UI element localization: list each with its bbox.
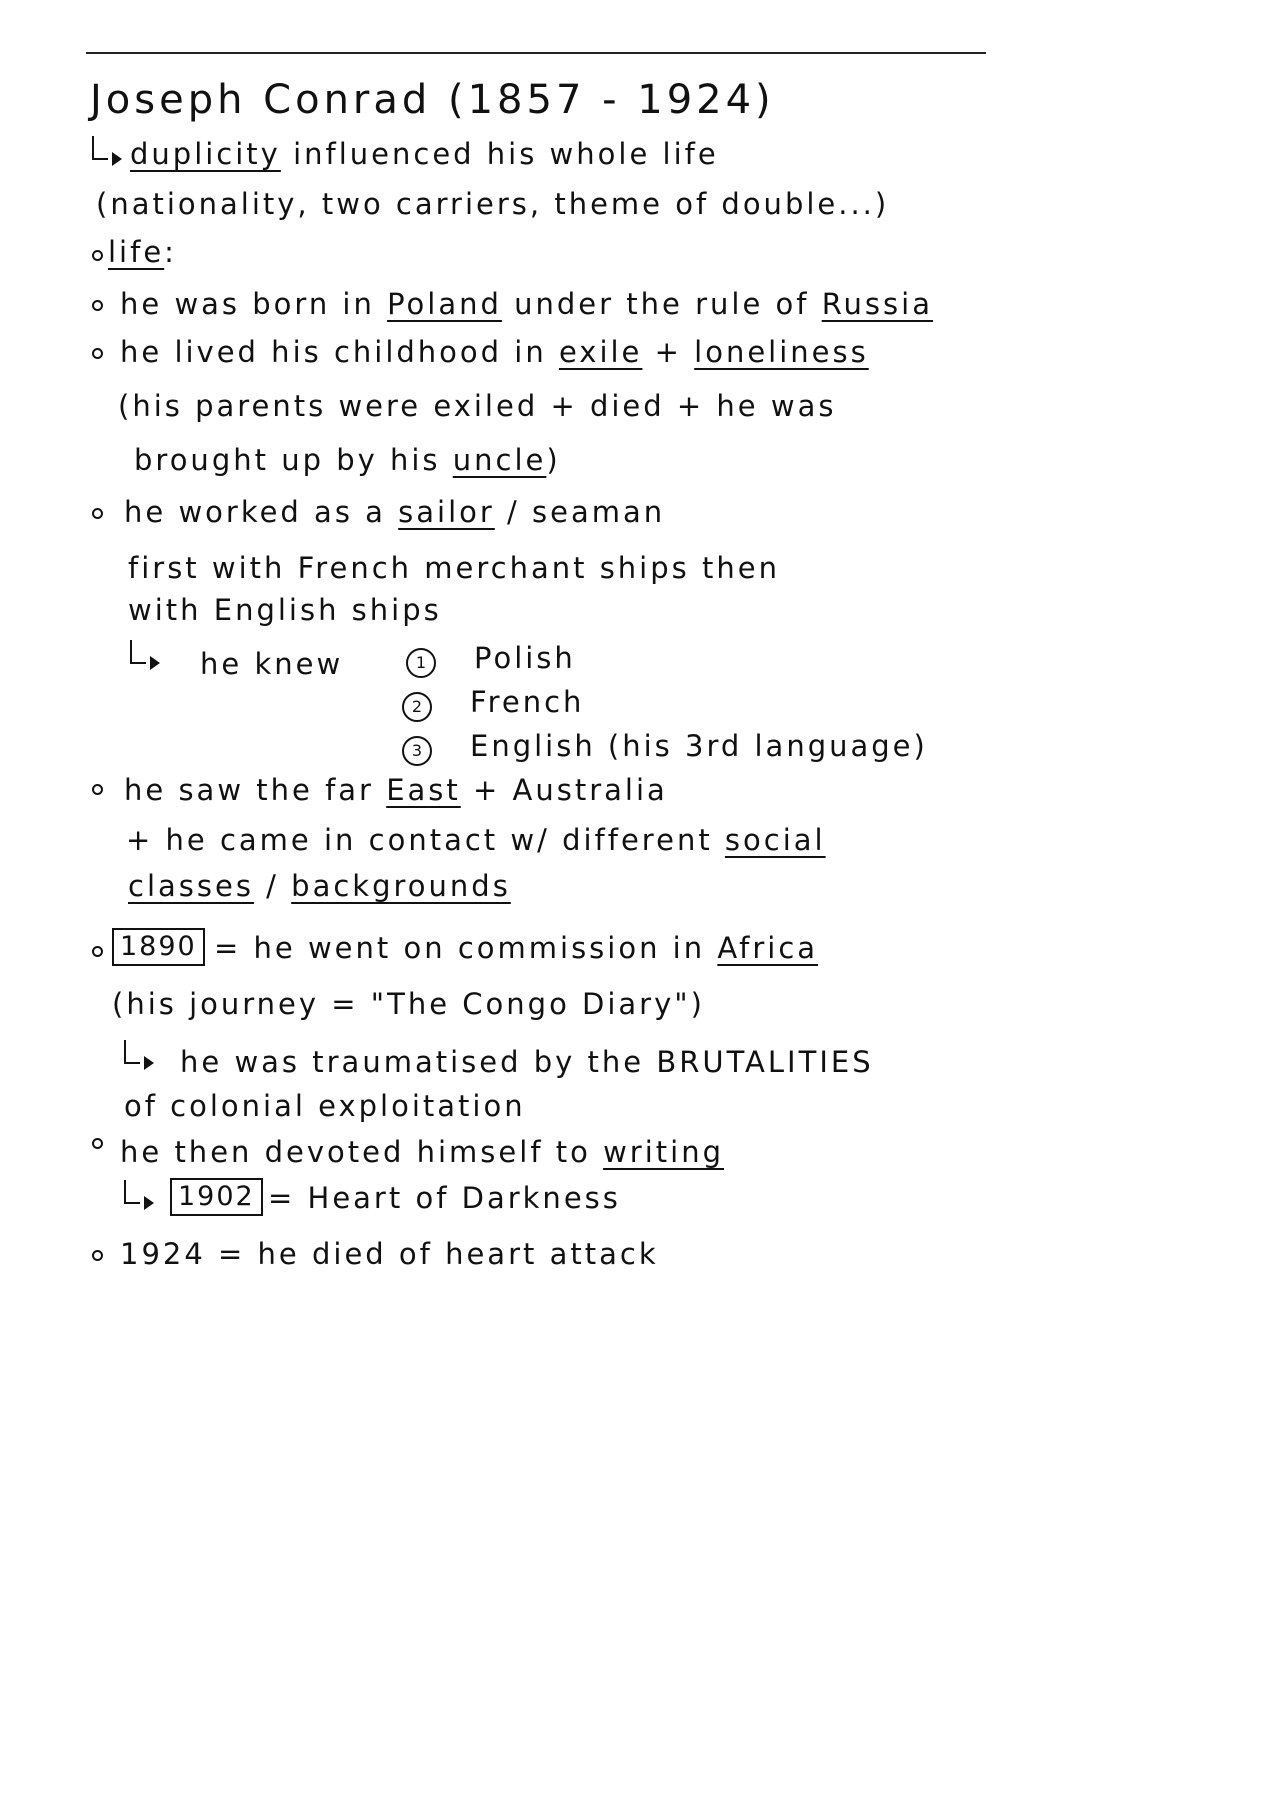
text-fragment: he then devoted himself to: [120, 1135, 591, 1169]
text-line: with English ships: [128, 593, 442, 627]
bullet-icon: [92, 1138, 103, 1149]
section-label: life:: [108, 235, 177, 269]
text-line: first with French merchant ships then: [128, 551, 780, 585]
page-title: Joseph Conrad (1857 - 1924): [90, 77, 775, 123]
text-line: classes / backgrounds: [128, 869, 511, 903]
text-line: he worked as a sailor / seaman: [124, 495, 666, 529]
language-item: French: [470, 685, 585, 719]
text-fragment: he was born in: [120, 287, 375, 321]
text-fragment: influenced his whole life: [293, 137, 719, 171]
text-line: [120, 287, 933, 321]
text-fragment: under the rule of: [514, 287, 810, 321]
top-rule: [86, 52, 986, 54]
arrow-icon: [92, 136, 108, 160]
arrow-icon: [130, 640, 146, 664]
bullet-icon: [92, 946, 103, 957]
text-fragment: he lived his childhood in: [120, 335, 547, 369]
number-circle: 3: [402, 736, 432, 766]
bullet-icon: [92, 250, 103, 261]
language-item: English (his 3rd language): [470, 729, 928, 763]
text-fragment: he worked as a: [124, 495, 386, 529]
text-line: (his parents were exiled + died + he was: [118, 389, 837, 423]
language-item: Polish: [474, 641, 576, 675]
keyword: duplicity: [130, 137, 281, 171]
keyword: sailor: [398, 495, 495, 529]
year-box: 1902: [170, 1178, 263, 1216]
keyword: Russia: [821, 287, 933, 321]
text-fragment: = he went on commission in: [214, 931, 706, 965]
text-line: [120, 335, 869, 369]
keyword: loneliness: [694, 335, 869, 369]
keyword: Africa: [717, 931, 819, 965]
text-line: [124, 773, 668, 807]
year-box: 1890: [112, 928, 205, 966]
bullet-icon: [92, 784, 103, 795]
text-fragment: +: [654, 335, 682, 369]
keyword: classes: [128, 869, 254, 903]
bullet-icon: [92, 1250, 103, 1261]
text-line: (his journey = "The Congo Diary"): [112, 987, 705, 1021]
text-fragment: + Australia: [473, 773, 668, 807]
bullet-icon: [92, 508, 103, 519]
text-line: he knew: [200, 647, 344, 681]
number-circle: 2: [402, 692, 432, 722]
text-line: [214, 931, 819, 965]
keyword: uncle: [452, 443, 547, 477]
keyword: exile: [558, 335, 643, 369]
text-line: of colonial exploitation: [124, 1089, 526, 1123]
keyword: backgrounds: [291, 869, 511, 903]
keyword: East: [386, 773, 461, 807]
arrow-icon: [124, 1040, 140, 1064]
text-line: [130, 137, 719, 171]
text-line: = Heart of Darkness: [268, 1181, 621, 1215]
text-line: he was traumatised by the BRUTALITIES: [180, 1045, 874, 1079]
keyword: Poland: [387, 287, 502, 321]
number-circle: 1: [406, 648, 436, 678]
arrow-icon: [124, 1180, 140, 1204]
bullet-icon: [92, 348, 103, 359]
text-line: [126, 823, 826, 857]
text-line: 1924 = he died of heart attack: [120, 1237, 659, 1271]
keyword: writing: [603, 1135, 724, 1169]
text-fragment: brought up by his: [134, 443, 441, 477]
text-fragment: he saw the far: [124, 773, 374, 807]
life-label: life: [108, 235, 165, 269]
keyword: social: [724, 823, 826, 857]
bullet-icon: [92, 300, 103, 311]
text-line: [120, 1135, 724, 1169]
text-line: (nationality, two carriers, theme of double...): [96, 187, 890, 221]
text-fragment: ): [546, 443, 561, 477]
text-fragment: + he came in contact w/ different: [126, 823, 713, 857]
keyword: seaman: [532, 495, 666, 529]
text-line: [134, 443, 561, 477]
